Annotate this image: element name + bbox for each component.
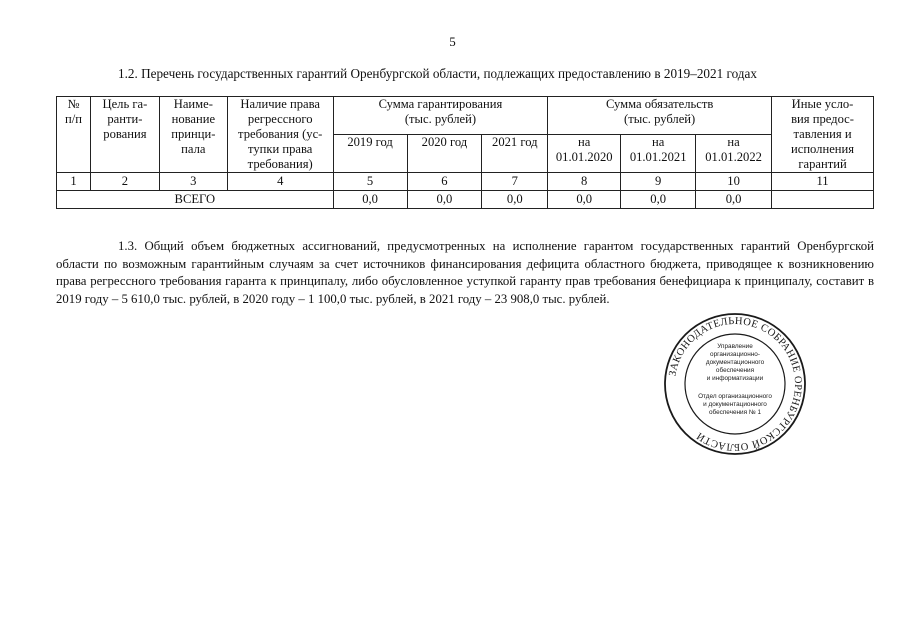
stamp-line: документационного xyxy=(705,359,765,366)
page-number: 5 xyxy=(449,34,456,49)
header-other-conditions: Иные усло- вия предос- тавления и исполнения гарантий xyxy=(772,97,874,173)
header-principal: Наиме- нование принци- пала xyxy=(159,97,227,173)
header-number: № п/п xyxy=(57,97,91,173)
header-guarantee-sum: Сумма гарантирования (тыс. рублей) xyxy=(333,97,548,135)
header-year-2021: 2021 год xyxy=(482,135,548,173)
stamp-line: и информатизации xyxy=(706,375,764,382)
header-date-2021: на 01.01.2021 xyxy=(621,135,696,173)
header-year-2019: 2019 год xyxy=(333,135,407,173)
total-other xyxy=(772,191,874,209)
header-date-2020: на 01.01.2020 xyxy=(548,135,621,173)
index-cell: 10 xyxy=(696,173,772,191)
stamp-line: и документационного xyxy=(703,401,767,408)
index-cell: 5 xyxy=(333,173,407,191)
stamp-line: организационно- xyxy=(710,351,760,358)
table-index-row xyxy=(57,173,874,191)
stamp-line: Отдел организационного xyxy=(698,393,772,400)
total-value-2019: 0,0 xyxy=(333,191,407,209)
index-cell: 11 xyxy=(772,173,874,191)
total-value-2021: 0,0 xyxy=(482,191,548,209)
index-cell: 3 xyxy=(159,173,227,191)
guarantees-table xyxy=(56,96,874,209)
header-purpose: Цель га- ранти- рования xyxy=(90,97,159,173)
table-total-row xyxy=(57,191,874,209)
index-cell: 2 xyxy=(90,173,159,191)
svg-text:ЗАКОНОДАТЕЛЬНОЕ СОБРАНИЕ ОРЕНБ xyxy=(668,316,804,452)
stamp-line: обеспечения № 1 xyxy=(708,409,762,416)
index-cell: 9 xyxy=(621,173,696,191)
index-cell: 7 xyxy=(482,173,548,191)
index-cell: 6 xyxy=(407,173,482,191)
total-obligation-2020: 0,0 xyxy=(548,191,621,209)
stamp-ring-text: ЗАКОНОДАТЕЛЬНОЕ СОБРАНИЕ ОРЕНБУРГСКОЙ ОБЛАСТИ xyxy=(667,315,804,453)
header-regress-right: Наличие права регрессного требования (ус- тупки права требования) xyxy=(227,97,333,173)
total-label: ВСЕГО xyxy=(57,191,334,209)
index-cell: 4 xyxy=(227,173,333,191)
stamp-line: обеспечения xyxy=(715,367,755,374)
section-title: 1.2. Перечень государственных гарантий Оренбургской области, подлежащих предоставлению в 2019–2021 годах xyxy=(118,66,757,81)
stamp-line: Управление xyxy=(717,343,753,350)
header-obligations-sum: Сумма обязательств (тыс. рублей) xyxy=(548,97,772,135)
total-obligation-2022: 0,0 xyxy=(696,191,772,209)
budget-paragraph: 1.3. Общий объем бюджетных ассигнований, предусмотренных на исполнение гарантом государственных гарантий Оренбургской области по возможным гарантийным случаям за счет источников финансирования дефицита областного бюджета, приводящее к возникновению права регрессного требования гаранта к принципалу, либо обусловленное уступкой гаранту прав требования бенефициара к принципалу, составит в 2019 году – 5 610,0 тыс. рублей, в 2020 году – 1 100,0 тыс. рублей, в 2021 году – 23 908,0 тыс. рублей. xyxy=(56,239,874,306)
index-cell: 1 xyxy=(57,173,91,191)
total-value-2020: 0,0 xyxy=(407,191,482,209)
total-obligation-2021: 0,0 xyxy=(621,191,696,209)
index-cell: 8 xyxy=(548,173,621,191)
official-stamp xyxy=(663,312,807,456)
header-year-2020: 2020 год xyxy=(407,135,482,173)
header-date-2022: на 01.01.2022 xyxy=(696,135,772,173)
